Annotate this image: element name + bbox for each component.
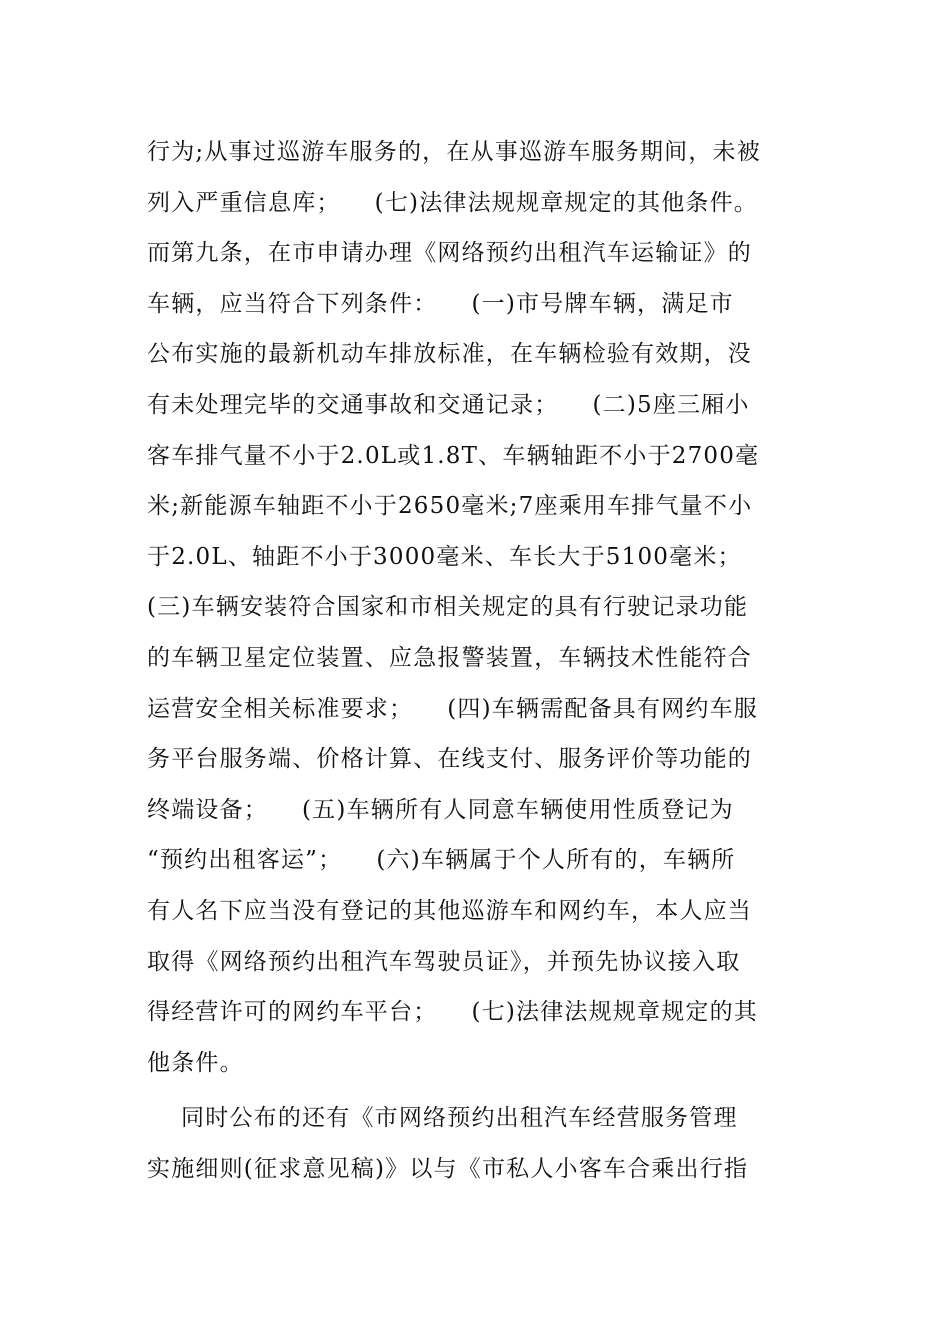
text-line: 有人名下应当没有登记的其他巡游车和网约车，本人应当 [147,897,752,924]
text-line: 实施细则(征求意见稿)》以与《市私人小客车合乘出行指 [147,1155,749,1182]
text-line: 行为;从事过巡游车服务的，在从事巡游车服务期间，未被 [147,139,761,165]
text-line: 运营安全相关标准要求； (四)车辆需配备具有网约车服 [147,695,758,722]
text-line: 得经营许可的网约车平台； (七)法律法规规章规定的其 [147,999,758,1026]
text-line: 公布实施的最新机动车排放标准，在车辆检验有效期，没 [147,341,752,368]
text-line: (三)车辆安装符合国家和市相关规定的具有行驶记录功能 [147,594,749,621]
text-line: 的车辆卫星定位装置、应急报警装置，车辆技术性能符合 [147,644,752,671]
text-line: 取得《网络预约出租汽车驾驶员证》，并预先协议接入取 [147,948,741,975]
text-line: 他条件。 [147,1049,244,1076]
text-line: 而第九条，在市申请办理《网络预约出租汽车运输证》的 [147,240,752,267]
paragraph-related-rules [147,1093,807,1194]
paragraph-vehicle-conditions [147,127,807,1088]
text-line: 列入严重信息库； (七)法律法规规章规定的其他条件。 [147,189,758,216]
text-line: 客车排气量不小于2.0L或1.8T、车辆轴距不小于2700毫 [147,442,760,469]
text-line: 务平台服务端、价格计算、在线支付、服务评价等功能的 [147,746,752,773]
text-line: 于2.0L、轴距不小于3000毫米、车长大于5100毫米； [147,543,742,570]
text-line: 有未处理完毕的交通事故和交通记录； (二)5座三厢小 [147,391,750,418]
text-line: 终端设备； (五)车辆所有人同意车辆使用性质登记为 [147,796,734,823]
text-line: 车辆，应当符合下列条件： (一)市号牌车辆，满足市 [147,290,734,317]
text-line: “预约出租客运”； (六)车辆属于个人所有的，车辆所 [147,847,736,874]
text-line: 同时公布的还有《市网络预约出租汽车经营服务管理 [147,1105,738,1131]
text-line: 米;新能源车轴距不小于2650毫米;7座乘用车排气量不小 [147,493,753,520]
